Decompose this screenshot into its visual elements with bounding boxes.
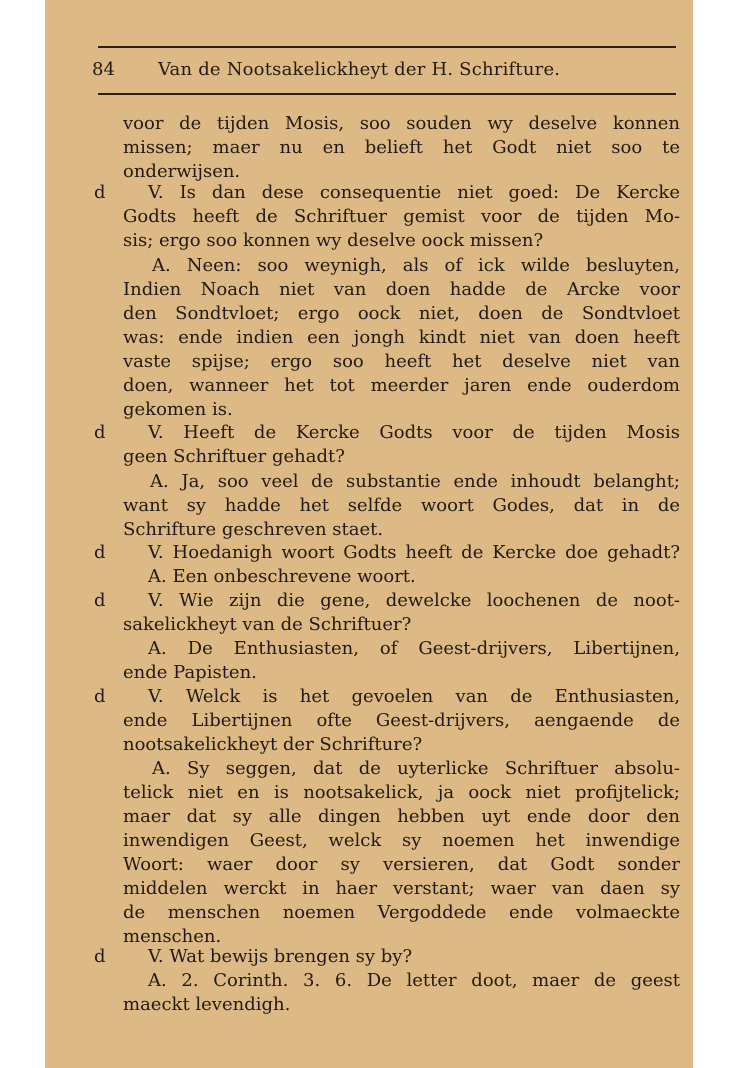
text-line: den Sondtvloet; ergo oock niet, doen de Sondtvloet: [123, 303, 680, 324]
margin-mark: d: [94, 946, 106, 967]
text-line: Godts heeft de Schriftuer gemist voor de tijden Mo-: [123, 206, 680, 227]
text-line: Indien Noach niet van doen hadde de Arcke voor: [123, 279, 680, 300]
text-line: geen Schriftuer gehadt?: [123, 446, 345, 467]
text-line: A. De Enthusiasten, of Geest-drijvers, Libertijnen,: [148, 638, 680, 659]
margin-mark: d: [94, 182, 106, 203]
text-line: A. 2. Corinth. 3. 6. De letter doot, maer de geest: [148, 970, 680, 991]
text-line: telick niet en is nootsakelick, ja oock niet profijtelick;: [123, 782, 680, 803]
text-line: voor de tijden Mosis, soo souden wy deselve konnen: [123, 113, 680, 134]
text-line: gekomen is.: [123, 399, 233, 420]
text-line: A. Neen: soo weynigh, als of ick wilde besluyten,: [152, 255, 680, 276]
text-line: ende Papisten.: [123, 662, 257, 683]
scan-margin: [0, 0, 45, 1068]
running-header: [92, 59, 682, 85]
text-line: maer dat sy alle dingen hebben uyt ende door den: [123, 806, 680, 827]
text-line: ende Libertijnen ofte Geest-drijvers, aengaende de: [123, 710, 680, 731]
text-line: A. Ja, soo veel de substantie ende inhoudt belanght;: [150, 471, 680, 492]
margin-mark: d: [94, 542, 106, 563]
text-line: V. Heeft de Kercke Godts voor de tijden Mosis: [148, 422, 680, 443]
text-line: nootsakelickheyt der Schrifture?: [123, 734, 423, 755]
text-line: Schrifture geschreven staet.: [123, 519, 384, 540]
text-line: missen; maer nu en belieft het Godt niet soo te: [123, 137, 680, 158]
text-line: onderwijsen.: [123, 161, 241, 182]
text-line: maeckt levendigh.: [123, 994, 291, 1015]
text-line: V. Wie zijn die gene, dewelcke loochenen de noot-: [148, 590, 680, 611]
text-line: inwendigen Geest, welck sy noemen het inwendige: [123, 830, 680, 851]
text-line: V. Hoedanigh woort Godts heeft de Kercke doe gehadt?: [148, 542, 680, 563]
text-line: de menschen noemen Vergoddede ende volmaeckte: [123, 902, 680, 923]
text-line: Woort: waer door sy versieren, dat Godt sonder: [123, 854, 680, 875]
text-line: menschen.: [123, 926, 222, 947]
text-line: doen, wanneer het tot meerder jaren ende ouderdom: [123, 375, 680, 396]
header-rule-top: [98, 46, 676, 48]
text-line: A. Een onbeschrevene woort.: [148, 566, 416, 587]
text-line: sis; ergo soo konnen wy deselve oock missen?: [123, 230, 544, 251]
text-line: sakelickheyt van de Schriftuer?: [123, 614, 412, 635]
text-line: V. Is dan dese consequentie niet goed: De Kercke: [148, 182, 680, 203]
text-line: want sy hadde het selfde woort Godes, dat in de: [123, 495, 680, 516]
text-line: vaste spijse; ergo soo heeft het deselve niet van: [123, 351, 680, 372]
text-line: A. Sy seggen, dat de uyterlicke Schriftuer absolu-: [152, 758, 680, 779]
header-rule-bottom: [98, 93, 676, 95]
text-line: was: ende indien een jongh kindt niet van doen heeft: [123, 327, 680, 348]
text-line: V. Welck is het gevoelen van de Enthusiasten,: [148, 686, 680, 707]
running-title: Van de Nootsakelickheyt der H. Schrifture.: [158, 59, 561, 80]
page-number: 84: [92, 59, 115, 80]
margin-mark: d: [94, 590, 106, 611]
margin-mark: d: [94, 422, 106, 443]
margin-mark: d: [94, 686, 106, 707]
text-line: V. Wat bewijs brengen sy by?: [148, 946, 413, 967]
text-line: middelen werckt in haer verstant; waer van daen sy: [123, 878, 680, 899]
